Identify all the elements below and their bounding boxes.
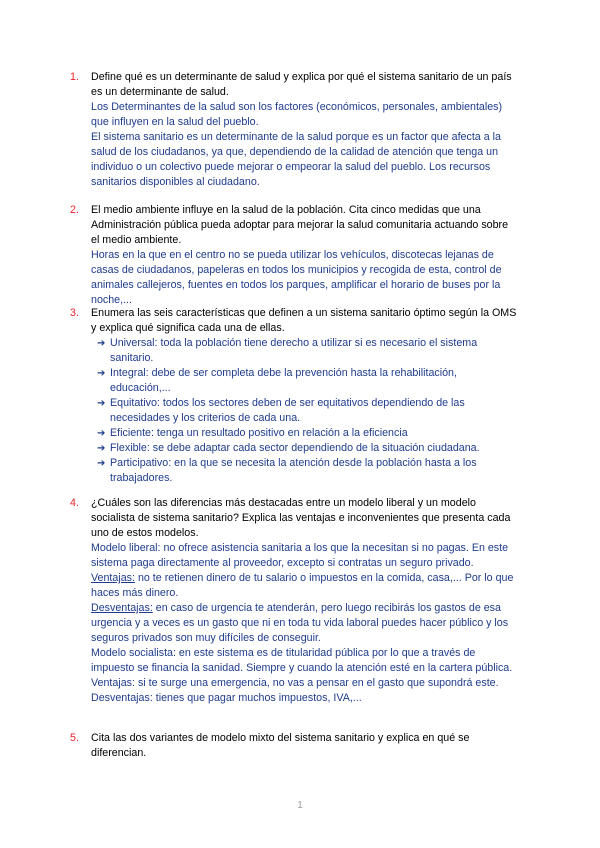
question-number: 1. xyxy=(70,71,79,83)
question-number: 2. xyxy=(70,204,79,216)
list-item: ➔ Integral: debe de ser completa debe la prevención hasta la rehabilitación, educación,... xyxy=(97,367,457,394)
question-text: ¿Cuáles son las diferencias más destacadas entre un modelo liberal y un modelo socialista de sistema sanitario? Explica las ventajas e inconvenientes que presenta cada uno de estos modelos. xyxy=(91,497,511,539)
question-number: 4. xyxy=(70,497,79,509)
arrow-right-icon: ➔ xyxy=(97,428,106,439)
question-text: Define qué es un determinante de salud y explica por qué el sistema sanitario de un país es un determinante de salud. xyxy=(91,71,512,98)
question-text: El medio ambiente influye en la salud de la población. Cita cinco medidas que una Administración pública pueda adoptar para mejorar la salud comunitaria actuando sobre el medio ambiente. xyxy=(91,204,509,246)
answer-ventajas: Ventajas: no te retienen dinero de tu salario o impuestos en la comida, casa,... Por lo que haces más dinero. xyxy=(91,572,514,599)
page-number: 1 xyxy=(297,800,303,811)
question-text: Enumera las seis características que definen a un sistema sanitario óptimo según la OMS y explica qué significa cada una de ellas. xyxy=(91,307,517,334)
question-number: 5. xyxy=(70,732,79,744)
answer-paragraph: Horas en la que en el centro no se pueda utilizar los vehículos, discotecas lejanas de casas de ciudadanos, papeleras en todos los municipios y recogida de esta, control de animales callejeros, fuentes en todos los parques, amplificar el horario de buses por la noche,... xyxy=(91,249,502,306)
desventajas-label: Desventajas: xyxy=(91,602,153,614)
list-item: ➔ Flexible: se debe adaptar cada sector dependiendo de la situación ciudadana. xyxy=(97,442,480,454)
answer-socialista: Modelo socialista: en este sistema es de titularidad pública por lo que a través de impuesto se financia la sanidad. Siempre y cuando la atención esté en la cartera pública. xyxy=(91,647,513,674)
answer-liberal: Modelo liberal: no ofrece asistencia sanitaria a los que la necesitan si no pagas. En este sistema paga directamente al proveedor, excepto si contratas un seguro privado. xyxy=(91,542,509,569)
arrow-right-icon: ➔ xyxy=(97,368,106,379)
list-item: ➔ Universal: toda la población tiene derecho a utilizar si es necesario el sistema sanitario. xyxy=(97,337,478,364)
answer-paragraph: El sistema sanitario es un determinante de la salud porque es un factor que afecta a la salud de los ciudadanos, ya que, dependiendo de la calidad de atención que tenga un individuo o un colectivo puede mejorar o empeorar la salud del pueblo. Los recursos sanitarios disponibles al ciudadano. xyxy=(91,131,501,188)
arrow-right-icon: ➔ xyxy=(97,443,106,454)
list-item: ➔ Equitativo: todos los sectores deben de ser equitativos dependiendo de las necesidades y los criterios de cada una. xyxy=(97,397,465,424)
answer-ventajas-2: Ventajas: si te surge una emergencia, no vas a pensar en el gasto que supondrá este. xyxy=(91,677,499,689)
question-text: Cita las dos variantes de modelo mixto del sistema sanitario y explica en qué se diferencian. xyxy=(91,732,470,759)
arrow-right-icon: ➔ xyxy=(97,338,106,349)
answer-paragraph: Los Determinantes de la salud son los factores (económicos, personales, ambientales) que influyen en la salud del pueblo. xyxy=(91,101,503,128)
characteristics-list xyxy=(91,336,519,486)
answer-desventajas-2: Desventajas: tienes que pagar muchos impuestos, IVA,... xyxy=(91,692,362,704)
ventajas-label: Ventajas: xyxy=(91,572,135,584)
list-item: ➔ Participativo: en la que se necesita la atención desde la población hasta a los trabajadores. xyxy=(97,457,477,484)
list-item: ➔ Eficiente: tenga un resultado positivo en relación a la eficiencia xyxy=(97,427,408,439)
arrow-right-icon: ➔ xyxy=(97,398,106,409)
arrow-right-icon: ➔ xyxy=(97,458,106,469)
answer-desventajas: Desventajas: en caso de urgencia te atenderán, pero luego recibirás los gastos de esa urgencia y a veces es un gasto que ni en toda tu vida laboral puedes hacer público y los seguros privados son muy difíciles de conseguir. xyxy=(91,602,509,644)
question-number: 3. xyxy=(70,307,79,319)
